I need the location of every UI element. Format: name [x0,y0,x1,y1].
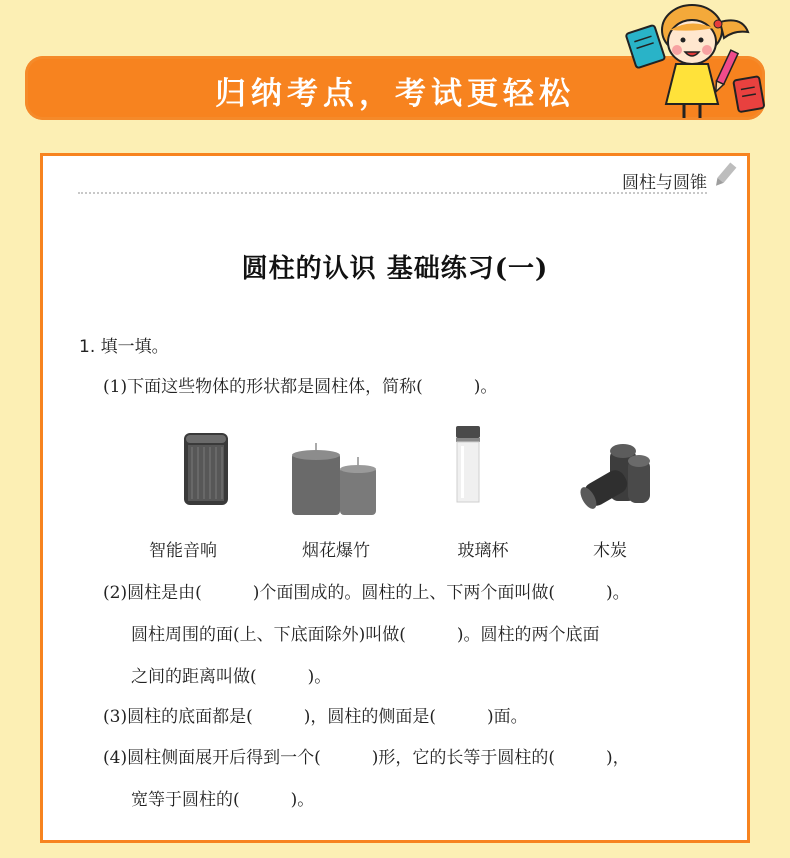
object-label-charcoal: 木炭 [593,541,627,561]
question-part-1: (1)下面这些物体的形状都是圆柱体，简称( )。 [103,377,498,397]
exercise-card [40,153,750,843]
question-part-4-line-2: 宽等于圆柱的( )。 [131,790,315,810]
question-part-2-line-1: (2)圆柱是由( )个面围成的。圆柱的上、下两个面叫做( )。 [103,583,630,603]
object-label-speaker: 智能音响 [149,541,217,561]
banner-title: 归纳考点，考试更轻松 [215,76,575,112]
divider [78,192,707,194]
girl-mascot-icon [622,0,772,125]
question-part-2-line-3: 之间的距离叫做( )。 [131,667,332,687]
pencil-icon [711,160,739,190]
speaker-icon [156,429,256,509]
charcoal-icon [580,439,660,511]
question-part-3: (3)圆柱的底面都是( )，圆柱的侧面是( )面。 [103,707,528,727]
question-part-4-line-1: (4)圆柱侧面展开后得到一个( )形，它的长等于圆柱的( )， [103,748,630,768]
question-heading: 1. 填一填。 [79,337,169,357]
question-part-2-line-2: 圆柱周围的面(上、下底面除外)叫做( )。圆柱的两个底面 [131,625,600,645]
glass-cup-icon [448,424,488,506]
object-label-fireworks: 烟花爆竹 [302,541,370,561]
object-label-glass-cup: 玻璃杯 [457,541,509,561]
section-label: 圆柱与圆锥 [622,173,707,193]
page-title: 圆柱的认识 基础练习(一) [241,254,549,284]
candles-icon [286,439,376,519]
